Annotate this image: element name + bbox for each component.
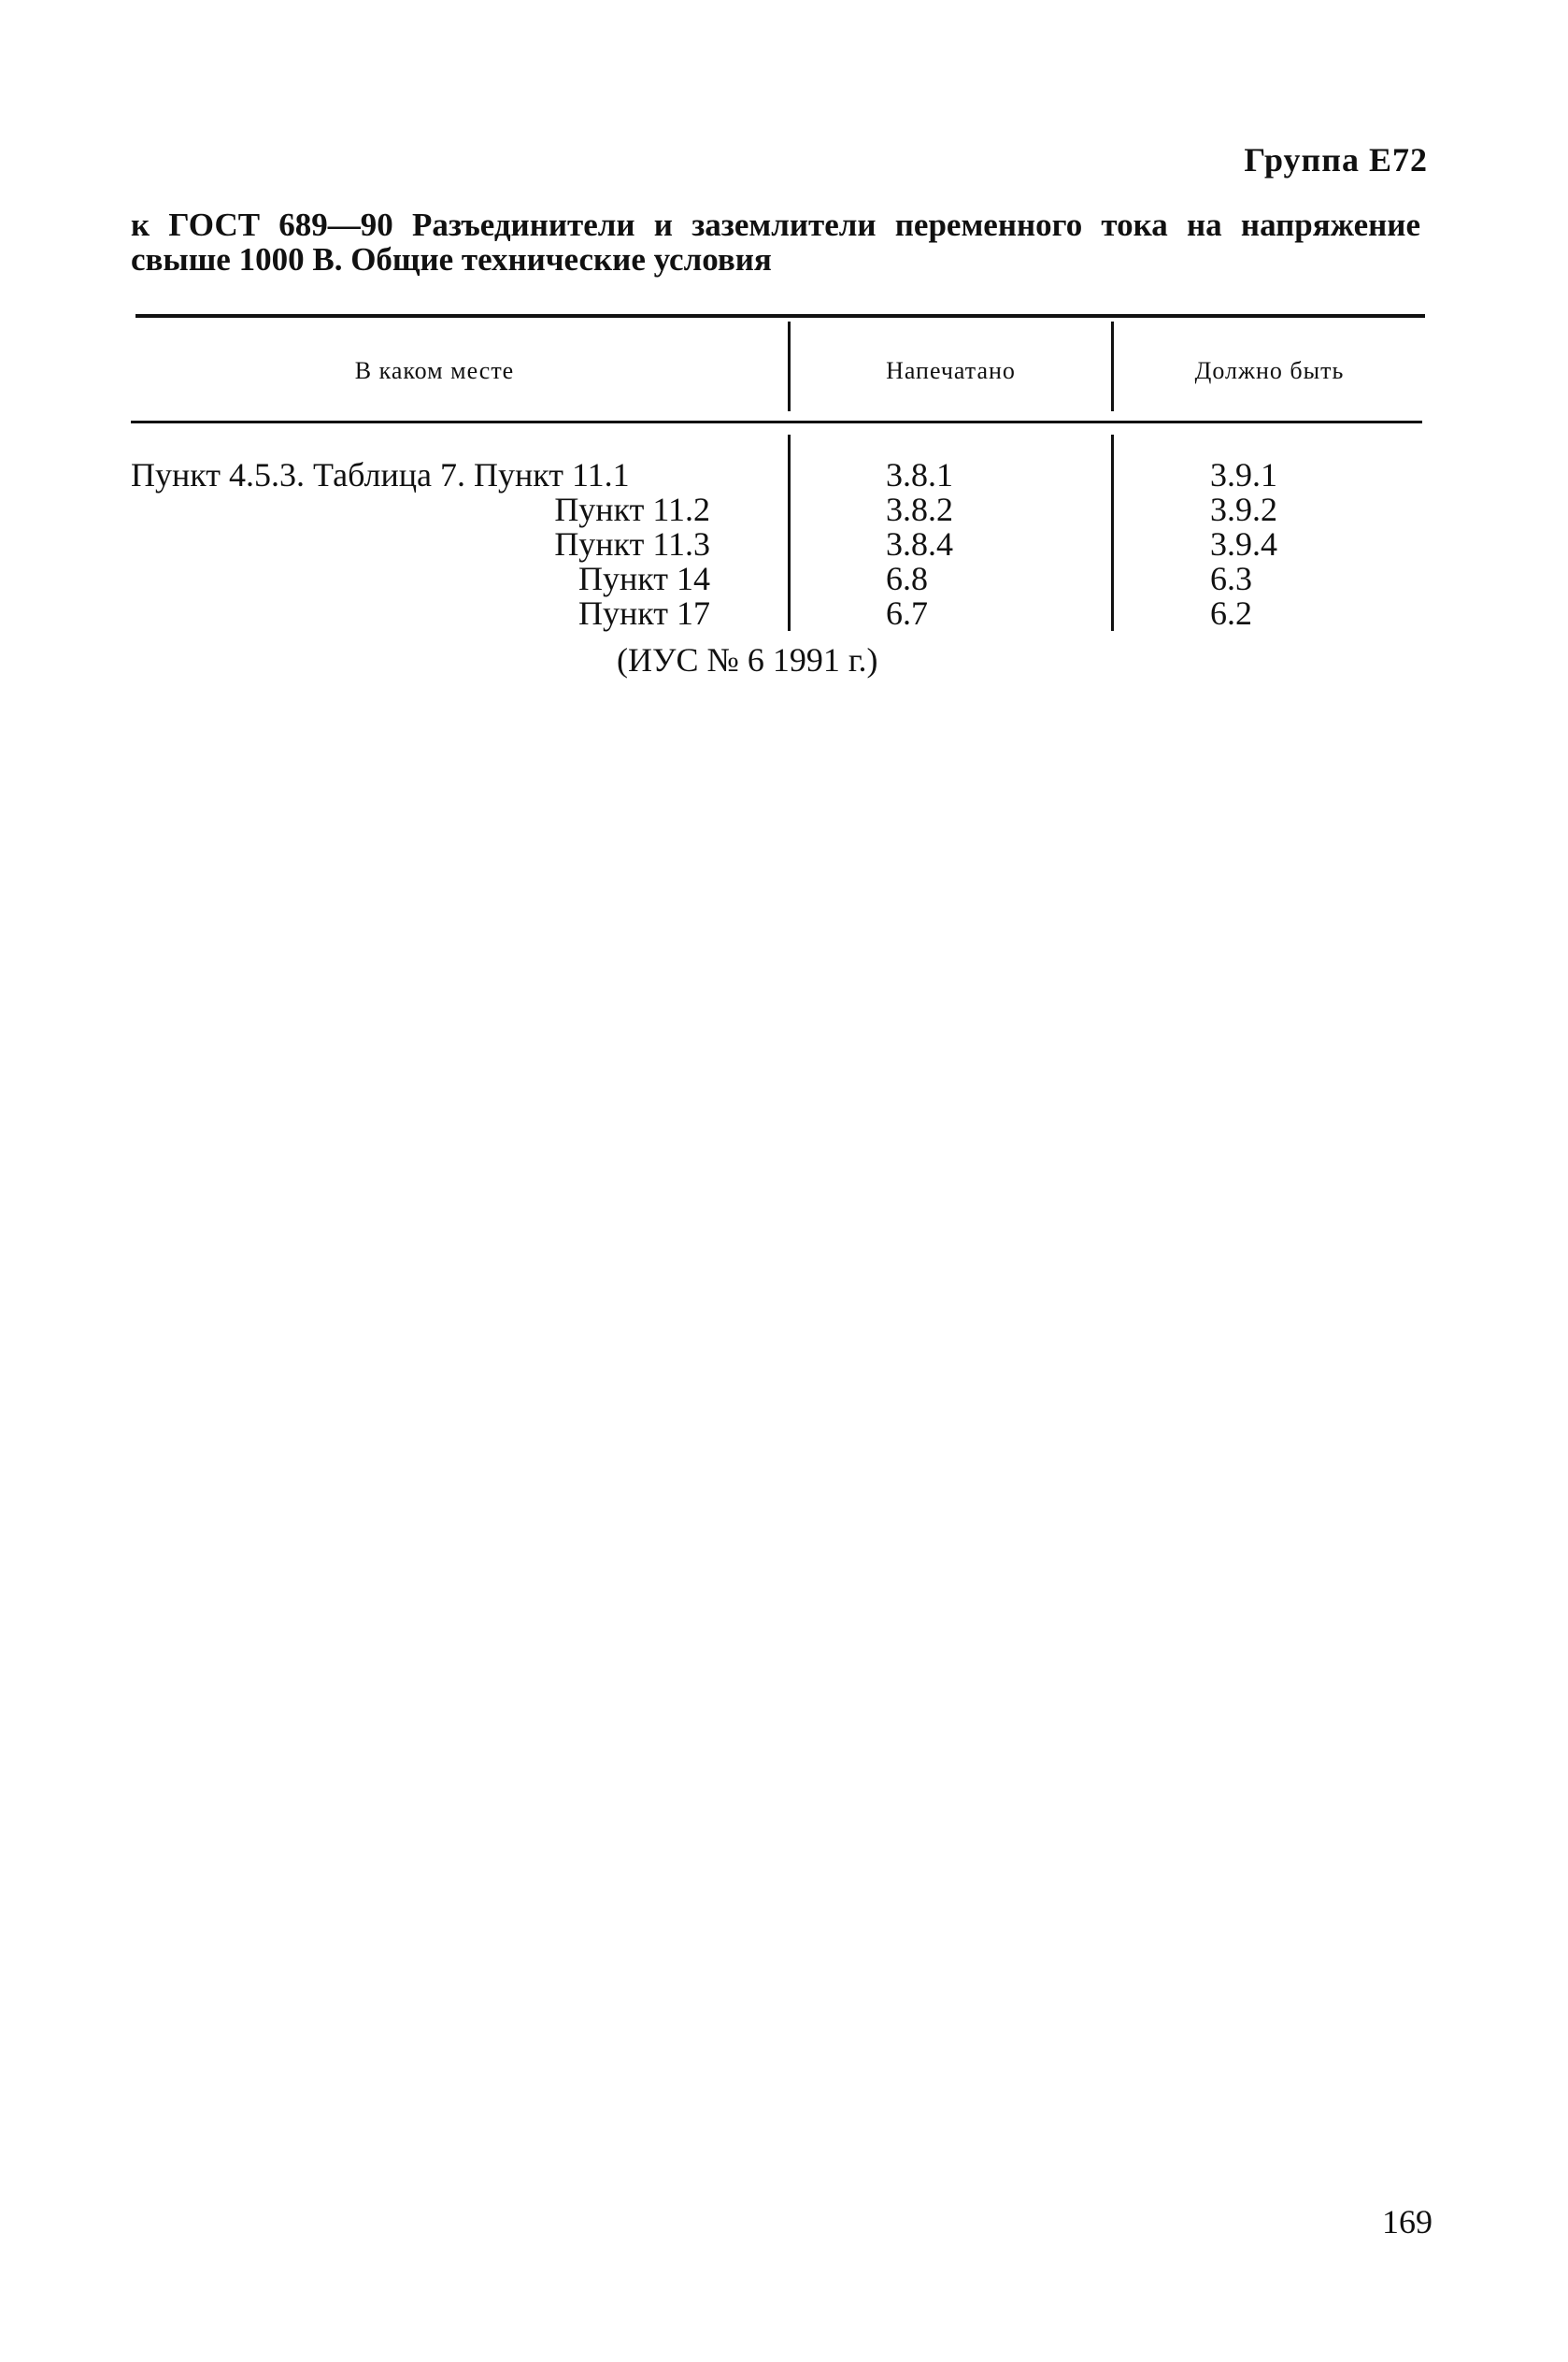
- column-divider: [788, 435, 791, 631]
- table-cell-place: Пункт 14: [577, 560, 710, 597]
- table-cell-should-be: 3.9.4: [1210, 525, 1277, 563]
- table-header-rule: [131, 421, 1422, 423]
- column-should-be: [1210, 458, 1397, 631]
- table-cell-printed: 3.8.2: [886, 491, 953, 528]
- column-place: [131, 458, 710, 631]
- column-divider: [1111, 435, 1114, 631]
- table-top-rule: [135, 314, 1425, 318]
- column-printed: [886, 458, 1073, 631]
- column-header-place: В каком месте: [354, 357, 515, 384]
- table-cell-printed: 6.8: [886, 560, 928, 597]
- table-cell-should-be: 6.2: [1210, 594, 1252, 632]
- column-header-printed: Напечатано: [886, 357, 1016, 384]
- group-label: Группа Е72: [1244, 141, 1428, 179]
- table-cell-place: Пункт 4.5.3. Таблица 7. Пункт 11.1: [131, 456, 630, 494]
- table-cell-printed: 6.7: [886, 594, 928, 632]
- document-title: к ГОСТ 689—90 Разъединители и заземлители переменного тока на напряжение свыше 1000 В. Общие технические условия: [131, 207, 1420, 279]
- table-cell-should-be: 6.3: [1210, 560, 1252, 597]
- table-cell-should-be: 3.9.2: [1210, 491, 1277, 528]
- column-header-should-be: Должно быть: [1194, 357, 1345, 384]
- table-cell-place: Пункт 11.3: [554, 525, 710, 563]
- table-cell-place: Пункт 11.2: [554, 491, 710, 528]
- source-reference: (ИУС № 6 1991 г.): [617, 641, 878, 679]
- table-cell-printed: 3.8.4: [886, 525, 953, 563]
- page-number: 169: [1382, 2203, 1433, 2240]
- table-cell-printed: 3.8.1: [886, 456, 953, 494]
- table-cell-place: Пункт 17: [577, 594, 710, 632]
- table-cell-should-be: 3.9.1: [1210, 456, 1277, 494]
